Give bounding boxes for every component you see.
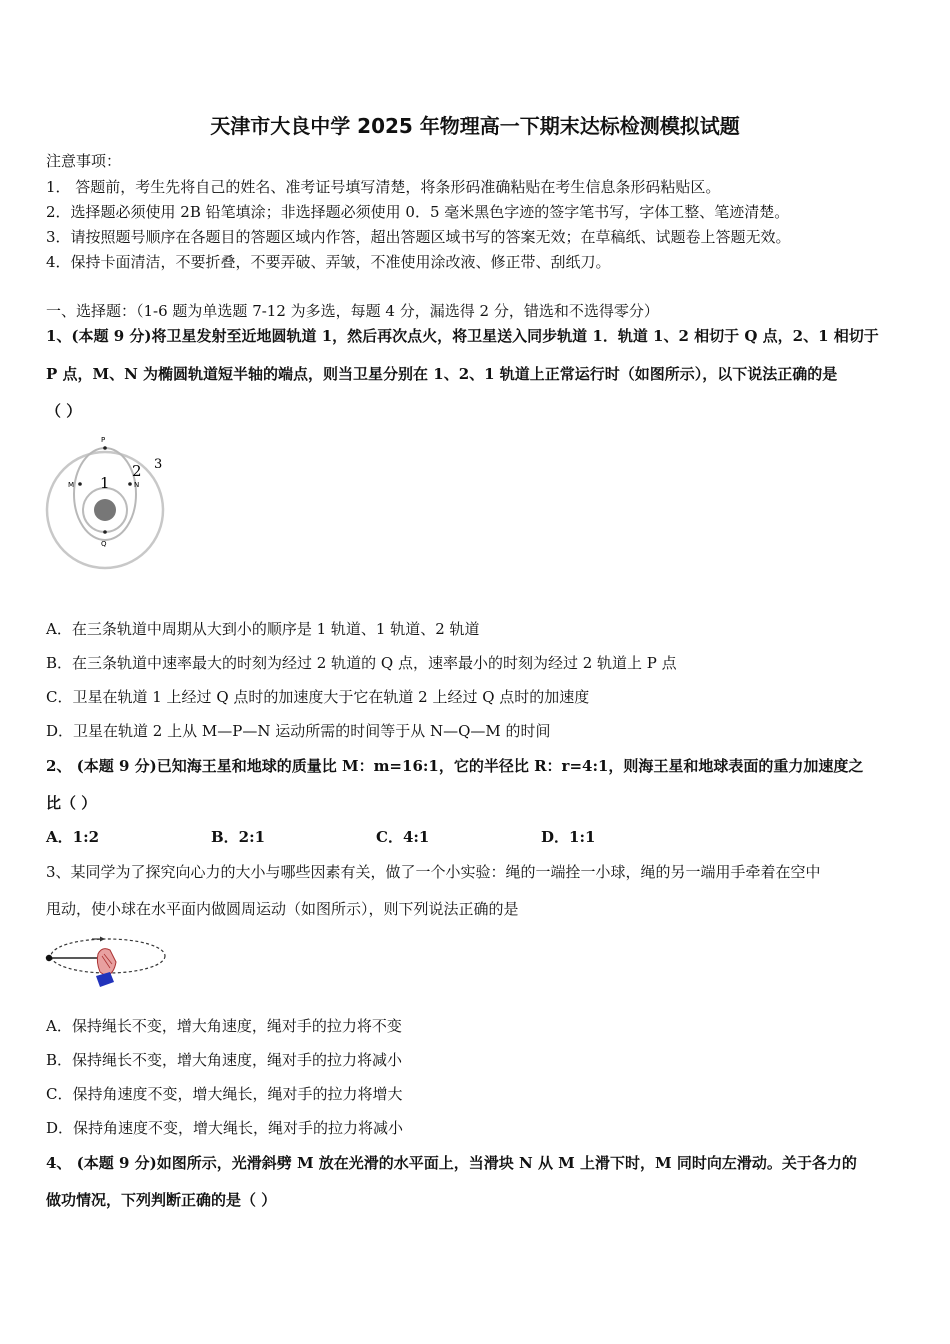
q1-line: P 点，M、N 为椭圆轨道短半轴的端点，则当卫星分别在 1、2、1 轨道上正常运行时（如图所示），以下说法正确的是 <box>46 365 838 383</box>
q4-line: 4、 (本题 9 分)如图所示，光滑斜劈 M 放在光滑的水平面上，当滑块 N 从 M 上滑下时，M 同时向左滑动。关于各力的 <box>46 1154 857 1172</box>
q1-option-b: B．在三条轨道中速率最大的时刻为经过 2 轨道的 Q 点，速率最小的时刻为经过 2 轨道上 P 点 <box>46 654 677 672</box>
q4-line: 做功情况，下列判断正确的是（ ） <box>46 1191 277 1209</box>
notice-item: 2．选择题必须使用 2B 铅笔填涂；非选择题必须使用 0．5 毫米黑色字迹的签字笔书写，字体工整、笔迹清楚。 <box>46 203 790 221</box>
label-p: P <box>101 436 106 444</box>
ball <box>46 955 52 961</box>
label-n: N <box>134 481 140 489</box>
notice-item: 1． 答题前，考生先将自己的姓名、准考证号填写清楚，将条形码准确粘贴在考生信息条形码粘贴区。 <box>46 178 721 196</box>
q3-line: 3、某同学为了探究向心力的大小与哪些因素有关，做了一个小实验：绳的一端拴一小球，绳的另一端用手牵着在空中 <box>46 863 821 881</box>
q3-option-d: D．保持角速度不变，增大绳长，绳对手的拉力将减小 <box>46 1119 404 1137</box>
q1-line: （ ） <box>46 402 82 420</box>
q2-line: 2、 (本题 9 分)已知海王星和地球的质量比 M：m=16:1，它的半径比 R：r=4:1，则海王星和地球表面的重力加速度之 <box>46 757 864 775</box>
label-q: Q <box>101 540 107 548</box>
q1-option-d: D．卫星在轨道 2 上从 M—P—N 运动所需的时间等于从 N—Q—M 的时间 <box>46 722 551 740</box>
q3-option-a: A．保持绳长不变，增大角速度，绳对手的拉力将不变 <box>46 1017 402 1035</box>
label-orbit-2: 2 <box>132 462 142 480</box>
q1-line: 1、(本题 9 分)将卫星发射至近地圆轨道 1，然后再次点火，将卫星送入同步轨道 1．轨道 1、2 相切于 Q 点，2、1 相切于 <box>46 327 879 345</box>
q2-option-a: A．1:2 <box>46 828 100 846</box>
q2-option-b: B．2:1 <box>211 828 266 846</box>
notice-heading: 注意事项： <box>46 152 122 170</box>
sleeve <box>96 972 114 987</box>
orbit-2 <box>74 448 136 540</box>
string-ball-figure <box>40 932 170 998</box>
page-title: 天津市大良中学 2025 年物理高一下期末达标检测模拟试题 <box>210 114 740 138</box>
label-m: M <box>68 481 75 489</box>
q2-line: 比（ ） <box>46 794 97 812</box>
q3-line: 甩动，使小球在水平面内做圆周运动（如图所示），则下列说法正确的是 <box>46 900 519 918</box>
label-orbit-1: 1 <box>100 474 110 492</box>
q1-option-a: A．在三条轨道中周期从大到小的顺序是 1 轨道、1 轨道、2 轨道 <box>46 620 480 638</box>
label-orbit-3: 3 <box>154 457 163 472</box>
q3-option-c: C．保持角速度不变，增大绳长，绳对手的拉力将增大 <box>46 1085 403 1103</box>
q3-option-b: B．保持绳长不变，增大角速度，绳对手的拉力将减小 <box>46 1051 403 1069</box>
q2-option-c: C．4:1 <box>376 828 430 846</box>
notice-item: 3．请按照题号顺序在各题目的答题区域内作答，超出答题区域书写的答案无效；在草稿纸、试题卷上答题无效。 <box>46 228 791 246</box>
section-heading: 一、选择题：（1-6 题为单选题 7-12 为多选，每题 4 分，漏选得 2 分，错选和不选得零分） <box>46 302 659 320</box>
q1-option-c: C．卫星在轨道 1 上经过 Q 点时的加速度大于它在轨道 2 上经过 Q 点时的加速度 <box>46 688 590 706</box>
q2-option-d: D．1:1 <box>541 828 596 846</box>
earth <box>94 499 116 521</box>
notice-item: 4．保持卡面清洁，不要折叠，不要弄破、弄皱，不准使用涂改液、修正带、刮纸刀。 <box>46 253 611 271</box>
orbit-diagram <box>40 428 180 576</box>
